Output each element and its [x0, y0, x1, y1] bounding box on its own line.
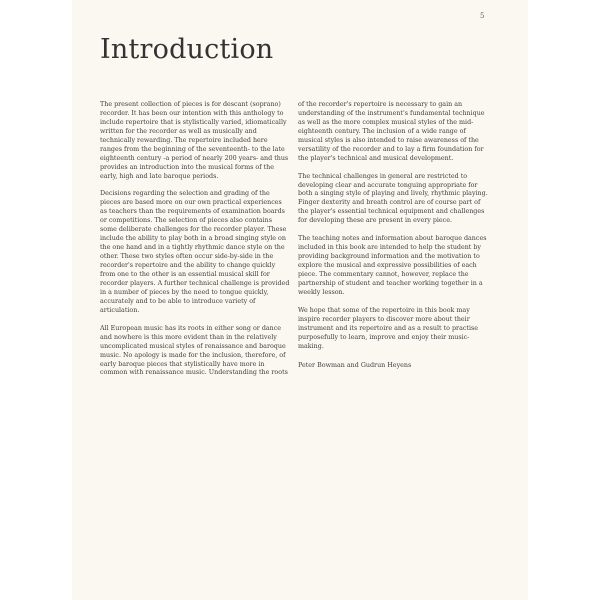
author-signature: Peter Bowman and Gudrun Heyens — [298, 361, 412, 369]
paragraph: The present collection of pieces is for descant (soprano) recorder. It has been our intention with this anthology to include repertoire that is stylistically varied, idiomatically written for the recorder as well as musically and technically rewarding. The repertoire included here ranges from the beginning of the seventeenth- to the late eighteenth century -a period of nearly 200 years- and thus provides an introduction into the musical forms of the early, high and late baroque periods. — [100, 101, 289, 180]
page-number: 5 — [480, 12, 485, 20]
paragraph: We hope that some of the repertoire in this book may inspire recorder players to discover more about their instrument and its repertoire and as a result to practise purposefully to learn, improve and enjoy their music-making. — [298, 306, 479, 350]
paragraph: of the recorder's repertoire is necessary to gain an understanding of the instrument's fundamental technique as well as the more complex musical styles of the mid-eighteenth century. The inclusion of a wide range of musical styles is also intended to raise awareness of the versatility of the recorder and to lay a firm foundation for the player's technical and musical development. — [298, 101, 485, 162]
right-column — [298, 101, 488, 379]
document-page — [72, 0, 528, 600]
paragraph: Decisions regarding the selection and grading of the pieces are based more on our own practical experiences as teachers than the requirements of examination boards or competitions. The selection of pieces also contains some deliberate challenges for the recorder player. These include the ability to play both in a broad singing style on the one hand and in a tightly rhythmic dance style on the other. These two styles often occur side-by-side in the recorder's repertoire and the ability to change quickly from one to the other is an essential musical skill for recorder players. A further technical challenge is provided in a number of pieces by the need to tongue quickly, accurately and to be able to introduce variety of articulation. — [100, 190, 290, 314]
paragraph: The teaching notes and information about baroque dances included in this book are intended to help the student by providing background information and the motivation to explore the musical and expressive possibilities of each piece. The commentary cannot, however, replace the partnership of student and teacher working together in a weekly lesson. — [298, 235, 487, 296]
page-title: Introduction — [100, 34, 274, 65]
paragraph: All European music has its roots in either song or dance and nowhere is this more evident than in the relatively uncomplicated musical styles of renaissance and baroque music. No apology is made for the inclusion, therefore, of early baroque pieces that stylistically have more in common with renaissance music. Understanding the roots — [100, 324, 288, 377]
left-column — [100, 101, 290, 387]
paragraph: The technical challenges in general are restricted to developing clear and accurate tonguing appropriate for both a singing style of playing and lively, rhythmic playing. Finger dexterity and breath control are of course part of the player's essential technical equipment and challenges for developing these are present in every piece. — [298, 172, 488, 225]
